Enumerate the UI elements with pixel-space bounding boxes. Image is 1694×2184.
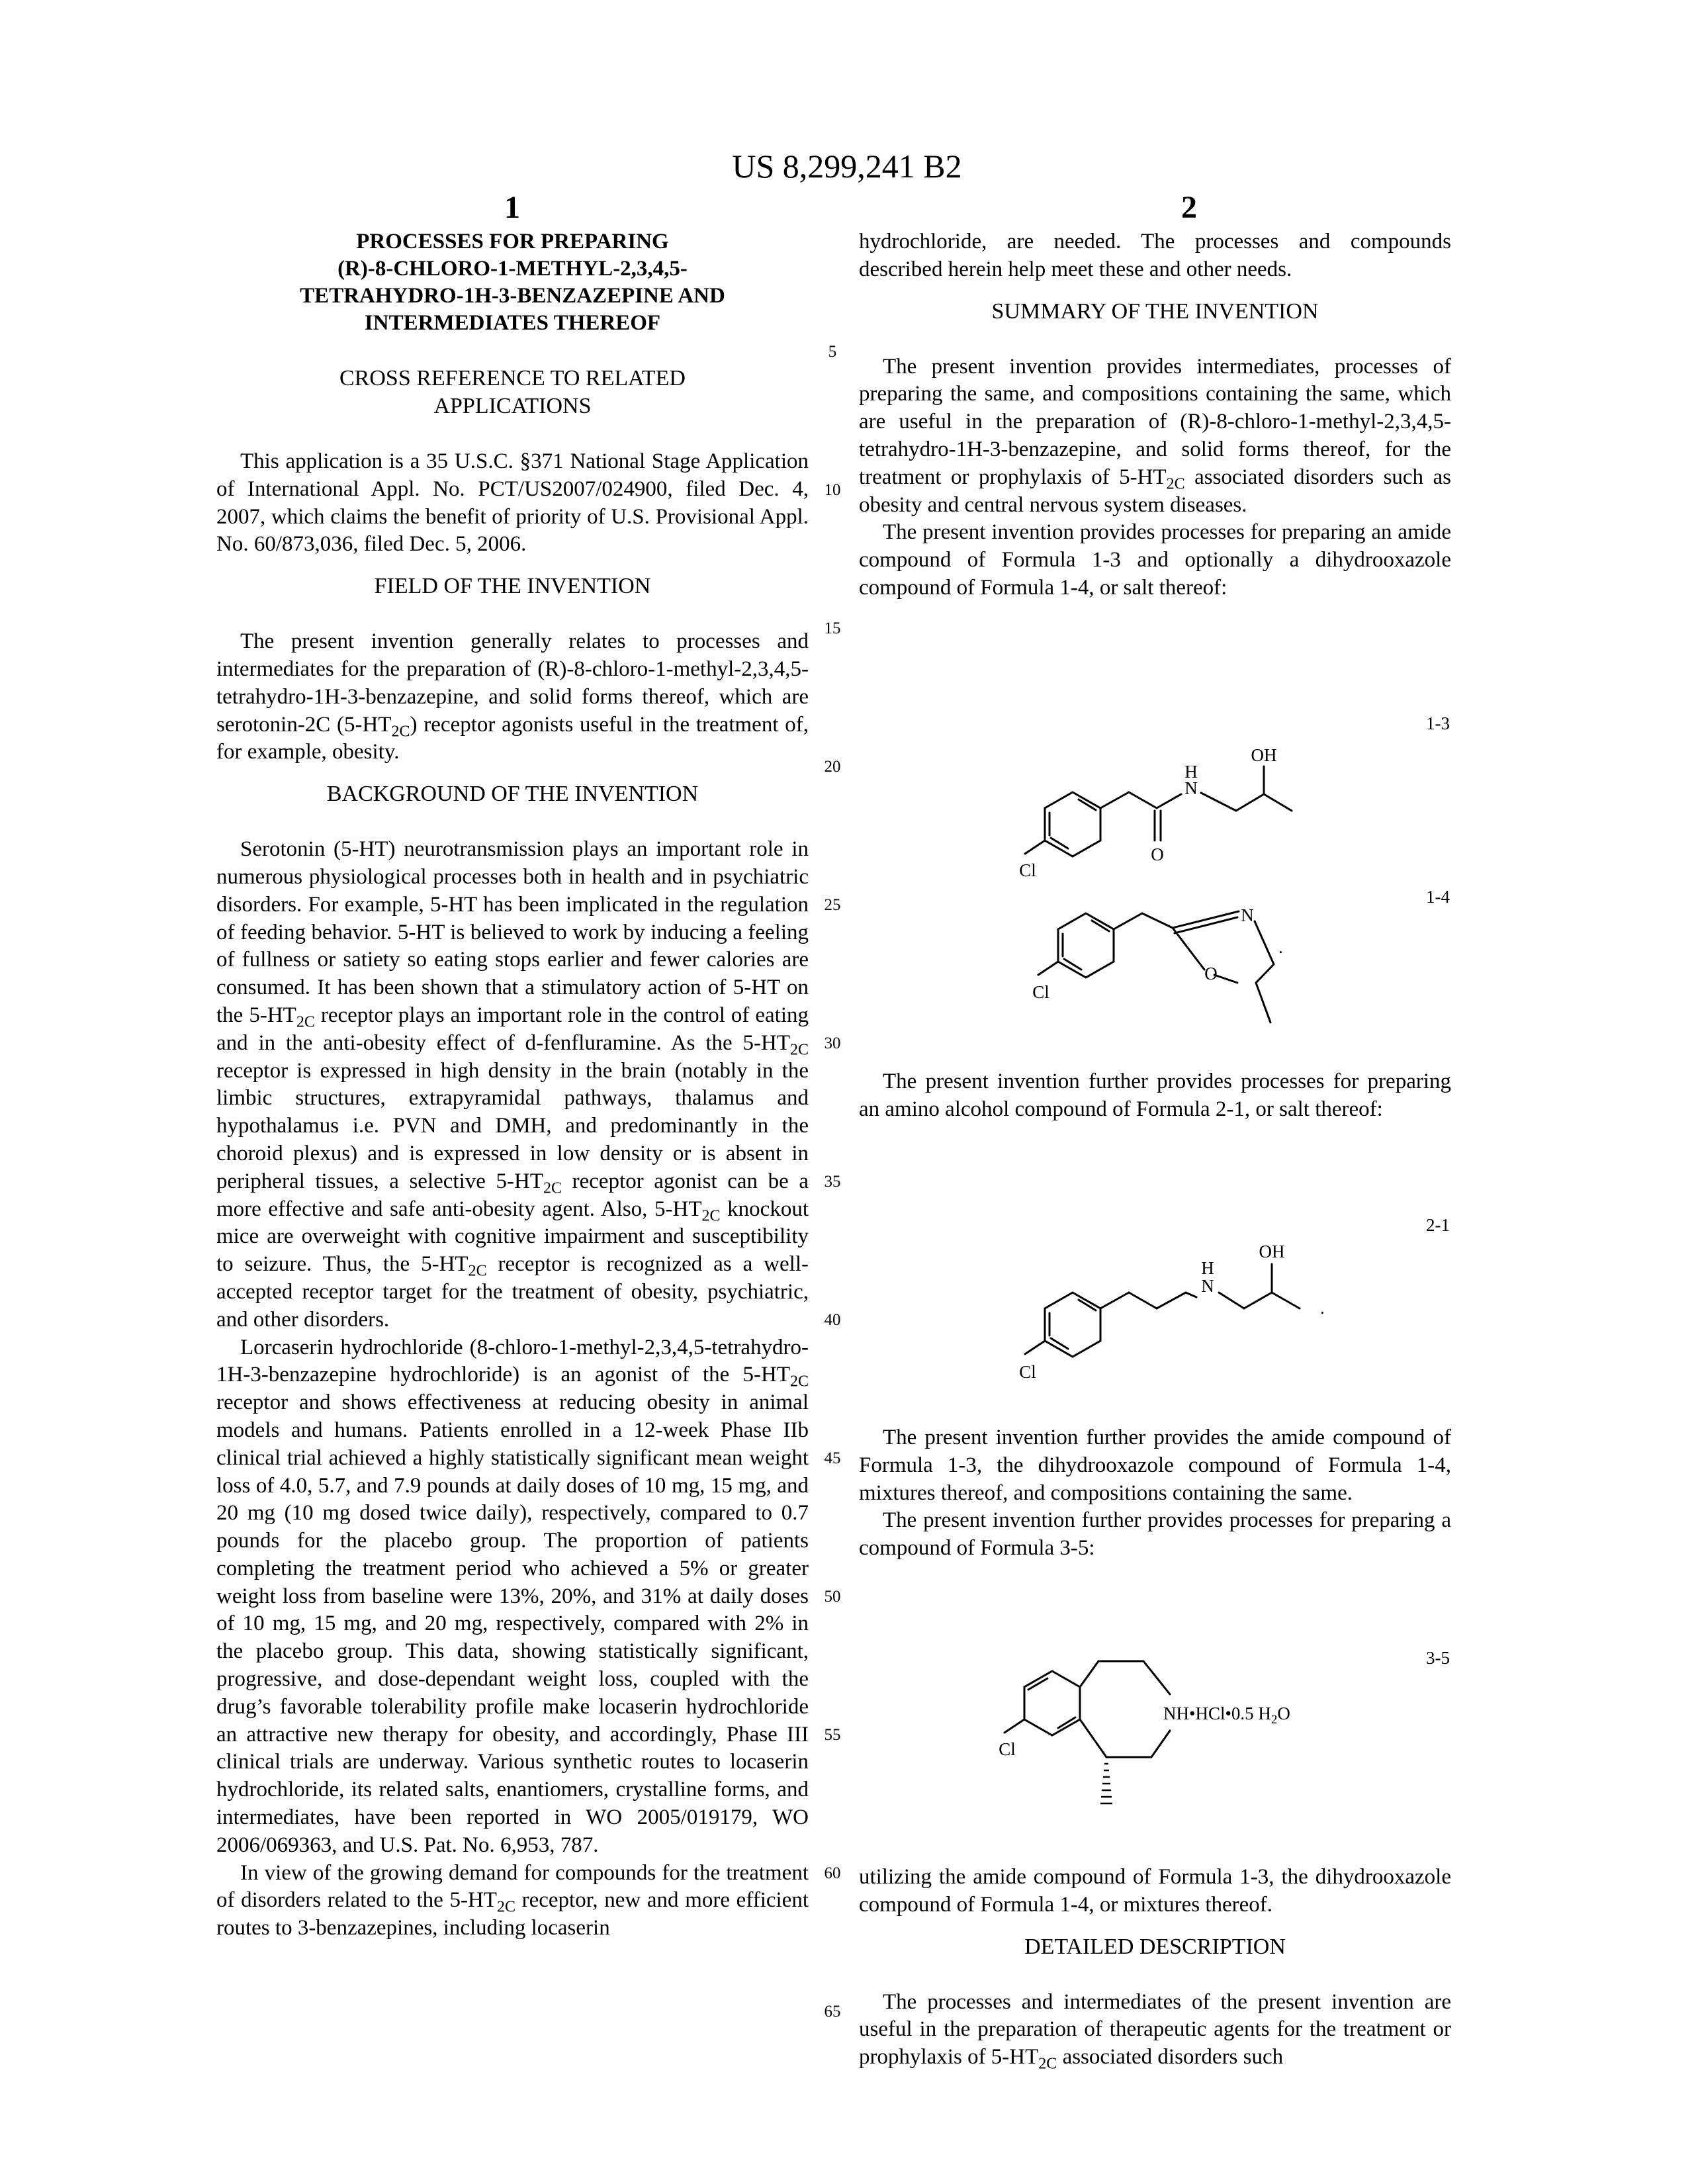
background-paragraph-3: In view of the growing demand for compounds for the treatment of disorders related to the $5-HT_{2C}$ receptor, new and more efficient routes to 3-benzazepines, including locaserin <box>216 1860 809 1940</box>
background-paragraph-2: Lorcaserin hydrochloride (8-chloro-1-methyl-2,3,4,5-tetrahydro-1H-3-benzazepine hydrochloride) is an agonist of the $5-HT_{2C}$ receptor and shows effectiveness at reducing obesity in animal models and humans. Patients enrolled in a 12-week Phase IIb clinical trial achieved a highly statistically significant mean weight loss of 4.0, 5.7, and 7.9 pounds at daily doses of 10 mg, 15 mg, and 20 mg (10 mg dosed twice daily), respectively, compared to 0.7 pounds for the placebo group. The proportion of patients completing the treatment period who achieved a 5% or greater weight loss from baseline were 13%, 20%, and 31% at daily doses of 10 mg, 15 mg, and 20 mg, respectively, compared with 2% in the placebo group. This data, showing statistically significant, progressive, and dose-dependant weight loss, coupled with the drug’s favorable tolerability profile make locaserin hydrochloride an attractive new therapy for obesity, and accordingly, Phase III clinical trials are underway. Various synthetic routes to locaserin hydrochloride, its related salts, enantiomers, crystalline forms, and intermediates, have been reported in WO 2005/019179, WO 2006/069363, and U.S. Pat. No. 6,953, 787. <box>216 1335 809 1857</box>
formula-1-4-structure <box>953 893 1376 1059</box>
left-column <box>216 228 809 1942</box>
line-number: 45 <box>824 1449 841 1467</box>
formula-1-3-oh: OH <box>1251 745 1277 765</box>
formula-label-3-5: 3-5 <box>1426 1648 1450 1668</box>
formula-2-1-cl: Cl <box>1019 1362 1036 1382</box>
formula-1-3-o: O <box>1151 844 1164 864</box>
formula-2-1-n: N <box>1201 1276 1214 1296</box>
summary-paragraph-5: The present invention further provides processes for preparing a compound of Formula 3-5: <box>859 1508 1451 1561</box>
summary-paragraph-3: The present invention further provides processes for preparing an amino alcohol compound of Formula 2-1, or salt thereof: <box>859 1069 1451 1121</box>
formula-2-1-h: H <box>1201 1258 1214 1278</box>
formula-3-5-nh-salt: NH•HCl•0.5 $H_2O$ <box>1163 1704 1290 1727</box>
line-number: 60 <box>824 1864 841 1882</box>
detailed-description-heading: DETAILED DESCRIPTION <box>1024 1934 1286 1959</box>
formula-1-3-structure <box>953 721 1376 893</box>
column-number-left: 1 <box>504 190 520 225</box>
formula-1-4-n: N <box>1241 905 1254 925</box>
formula-1-4-dot: . <box>1278 937 1283 957</box>
formula-3-5-structure <box>953 1655 1376 1827</box>
right-column-mid-2 <box>859 1424 1451 1563</box>
right-column-mid-1 <box>859 1068 1451 1124</box>
summary-paragraph-4: The present invention further provides the amide compound of Formula 1-3, the dihydrooxazole compound of Formula 1-4, mixtures thereof, and compositions containing the same. <box>859 1426 1451 1505</box>
line-number: 40 <box>824 1311 841 1329</box>
summary-paragraph-1: The present invention provides intermediates, processes of preparing the same, and compositions containing the same, which are useful in the preparation of (R)-8-chloro-1-methyl-2,3,4,5-tetrahydro-1H-3-benzazepine, and solid forms thereof, for the treatment or prophylaxis of $5-HT_{2C}$ associated disorders such as obesity and central nervous system diseases. <box>859 354 1451 517</box>
formula-label-1-3: 1-3 <box>1426 713 1450 733</box>
background-paragraph-1: Serotonin (5-HT) neurotransmission plays an important role in numerous physiological processes both in health and in psychiatric disorders. For example, 5-HT has been implicated in the regulation of feeding behavior. 5-HT is believed to work by inducing a feeling of fullness or satiety so eating stops earlier and fewer calories are consumed. It has been shown that a stimulatory action of 5-HT on the $5-HT_{2C}$ receptor plays an important role in the control of eating and in the anti-obesity effect of d-fenfluramine. As the $5-HT_{2C}$ receptor is expressed in high density in the brain (notably in the limbic structures, extrapyramidal pathways, thalamus and hypothalamus i.e. PVN and DMH, and predominantly in the choroid plexus) and is expressed in low density or is absent in peripheral tissues, a selective $5-HT_{2C}$ receptor agonist can be a more effective and safe anti-obesity agent. Also, $5-HT_{2C}$ knockout mice are overweight with cognitive impairment and susceptibility to seizure. Thus, the $5-HT_{2C}$ receptor is recognized as a well-accepted receptor target for the treatment of obesity, psychiatric, and other disorders. <box>216 837 809 1332</box>
column-number-right: 2 <box>1181 190 1197 225</box>
continued-text: hydrochloride, are needed. The processes and compounds described herein help meet these and other needs. <box>859 230 1451 281</box>
line-number: 65 <box>824 2003 841 2021</box>
formula-label-1-4: 1-4 <box>1426 887 1450 907</box>
patent-number: US 8,299,241 B2 <box>732 148 962 185</box>
right-column-top <box>859 228 1451 602</box>
formula-label-2-1: 2-1 <box>1426 1215 1450 1235</box>
line-number: 25 <box>824 896 841 914</box>
summary-paragraph-2: The present invention provides processes for preparing an amide compound of Formula 1-3 and optionally a dihydrooxazole compound of Formula 1-4, or salt thereof: <box>859 520 1451 600</box>
summary-heading: SUMMARY OF THE INVENTION <box>991 298 1319 324</box>
line-number: 55 <box>824 1726 841 1744</box>
field-text: The present invention generally relates to processes and intermediates for the preparation of (R)-8-chloro-1-methyl-2,3,4,5-tetrahydro-1H-3-benzazepine, and solid forms thereof, which are serotonin-2C $(5-HT_{2C})$ receptor agonists useful in the treatment of, for example, obesity. <box>216 629 809 764</box>
summary-paragraph-6: utilizing the amide compound of Formula 1-3, the dihydrooxazole compound of Formula 1-4, or mixtures thereof. <box>859 1865 1451 1917</box>
line-number: 35 <box>824 1173 841 1191</box>
background-heading: BACKGROUND OF THE INVENTION <box>326 782 699 807</box>
formula-2-1-structure <box>953 1221 1376 1393</box>
cross-reference-heading: CROSS REFERENCE TO RELATED APPLICATIONS <box>339 366 686 418</box>
line-number: 30 <box>824 1034 841 1052</box>
formula-1-3-n: N <box>1184 778 1198 798</box>
formula-2-1-oh: OH <box>1259 1242 1285 1261</box>
formula-1-4-cl: Cl <box>1032 982 1049 1002</box>
formula-1-3-h: H <box>1184 762 1198 782</box>
cross-reference-text: This application is a 35 U.S.C. §371 National Stage Application of International Appl. No. PCT/US2007/024900, filed Dec. 4, 2007, which claims the benefit of priority of U.S. Provisional Appl. No. 60/873,036, filed Dec. 5, 2006. <box>216 449 809 557</box>
right-column-bottom <box>859 1864 1451 2071</box>
line-number: 20 <box>824 758 841 776</box>
line-number: 5 <box>828 343 837 361</box>
invention-title: PROCESSES FOR PREPARING (R)-8-CHLORO-1-METHYL-2,3,4,5- TETRAHYDRO-1H-3-BENZAZEPINE AND INTERMEDIATES THEREOF <box>300 230 725 335</box>
formula-1-4-o: O <box>1204 964 1218 983</box>
formula-3-5-cl: Cl <box>999 1739 1016 1759</box>
field-heading: FIELD OF THE INVENTION <box>374 574 651 599</box>
formula-1-3-cl: Cl <box>1019 860 1036 880</box>
formula-2-1-dot: . <box>1320 1298 1325 1318</box>
detailed-description-paragraph: The processes and intermediates of the present invention are useful in the preparation of therapeutic agents for the treatment or prophylaxis of $5-HT_{2C}$ associated disorders such <box>859 1989 1451 2073</box>
line-number: 50 <box>824 1588 841 1606</box>
line-number: 15 <box>824 619 841 637</box>
line-number: 10 <box>824 481 841 499</box>
